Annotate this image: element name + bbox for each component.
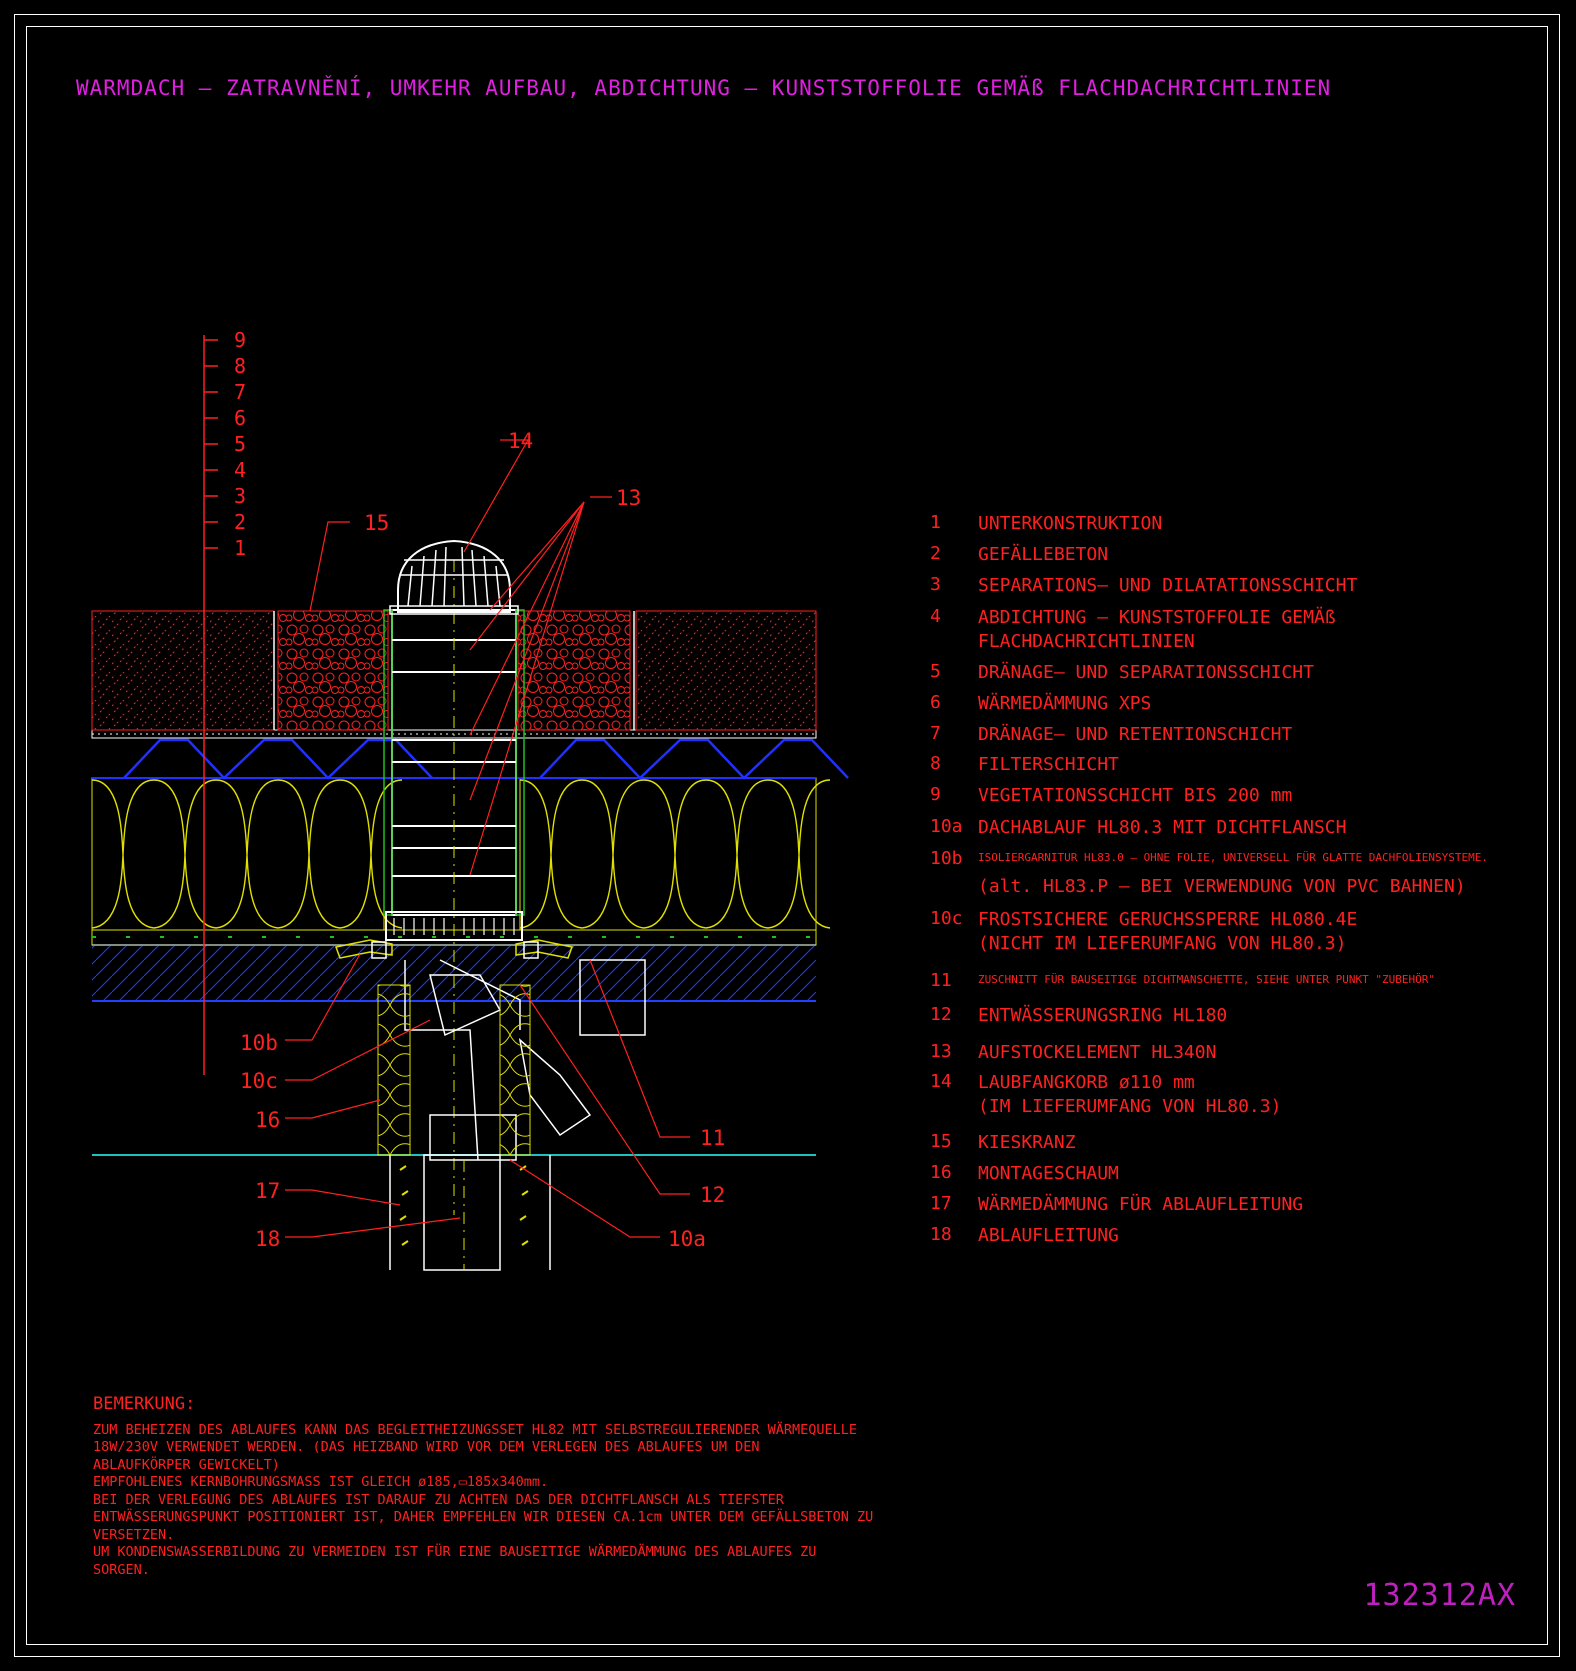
callout-10a: 10a [668, 1227, 706, 1251]
drain-pipe [424, 1155, 500, 1270]
remarks-section [93, 1396, 933, 1579]
layer-scale-label: 4 [234, 458, 247, 482]
legend-number: 15 [930, 1131, 952, 1152]
drawing-number: 132312AX [1363, 1578, 1516, 1613]
legend-number: 10c [930, 908, 963, 929]
legend-item [930, 723, 1292, 747]
callout-17: 17 [255, 1179, 281, 1203]
xps-insulation-left [92, 778, 384, 930]
legend-item [930, 1131, 1076, 1155]
legend-item [930, 784, 1292, 808]
legend-number: 2 [930, 543, 941, 564]
callout-12: 12 [700, 1183, 726, 1207]
layer-scale-label: 3 [234, 484, 247, 508]
legend-item [930, 1071, 1281, 1119]
layer-scale-label: 5 [234, 432, 247, 456]
legend-item [930, 970, 1435, 991]
xps-insulation-hatch [92, 780, 830, 928]
callout-16: 16 [255, 1108, 281, 1132]
legend-number: 1 [930, 512, 941, 533]
legend-label: WÄRMEDÄMMUNG FÜR ABLAUFLEITUNG [978, 1194, 1304, 1215]
legend-number: 6 [930, 692, 941, 713]
gravel-ring-left [278, 611, 388, 730]
legend-item [930, 753, 1119, 777]
legend-item [930, 1004, 1227, 1028]
legend-label: AUFSTOCKELEMENT HL340N [978, 1042, 1217, 1063]
vegetation-layer-left [92, 611, 274, 730]
legend-number: 5 [930, 661, 941, 682]
legend-item [930, 908, 1357, 956]
legend-item [930, 574, 1357, 598]
gravel-ring-right [518, 611, 630, 730]
callout-18: 18 [255, 1227, 281, 1251]
legend-label: SEPARATIONS– UND DILATATIONSSCHICHT [978, 575, 1358, 596]
layer-scale-label: 7 [234, 380, 247, 404]
vegetation-layer-right [636, 611, 816, 730]
legend-number: 4 [930, 606, 941, 627]
legend-label: ABLAUFLEITUNG [978, 1225, 1119, 1246]
legend-number: 17 [930, 1193, 952, 1214]
legend-label: ISOLIERGARNITUR HL83.0 – OHNE FOLIE, UNIVERSELL FÜR GLATTE DACHFOLIENSYSTEME. [978, 851, 1488, 864]
legend-item [930, 1224, 1119, 1248]
legend-number: 11 [930, 970, 952, 991]
legend-label: DACHABLAUF HL80.3 MIT DICHTFLANSCH [978, 817, 1347, 838]
callout-11: 11 [700, 1126, 726, 1150]
legend-item [930, 1041, 1216, 1065]
layer-scale-label: 2 [234, 510, 247, 534]
legend-number: 10b [930, 848, 963, 869]
legend-label: ZUSCHNITT FÜR BAUSEITIGE DICHTMANSCHETTE, SIEHE UNTER PUNKT "ZUBEHÖR" [978, 973, 1435, 986]
callout-10b: 10b [240, 1031, 278, 1055]
legend-number: 18 [930, 1224, 952, 1245]
layer-scale-label: 6 [234, 406, 247, 430]
legend-item [930, 661, 1314, 685]
legend-number: 16 [930, 1162, 952, 1183]
legend-number: 13 [930, 1041, 952, 1062]
legend-number: 9 [930, 784, 941, 805]
leaf-guard-basket [390, 541, 518, 614]
legend-number: 14 [930, 1071, 952, 1092]
legend-label: ENTWÄSSERUNGSRING HL180 [978, 1005, 1228, 1026]
pipe-insulation [390, 1155, 550, 1270]
legend-label-continuation: (alt. HL83.P – BEI VERWENDUNG VON PVC BAHNEN) [978, 876, 1466, 897]
callout-10c: 10c [240, 1069, 278, 1093]
legend-item [930, 512, 1162, 536]
legend-label: UNTERKONSTRUKTION [978, 513, 1163, 534]
legend-item [930, 816, 1346, 840]
legend-label: KIESKRANZ [978, 1132, 1076, 1153]
legend-label: DRÄNAGE– UND SEPARATIONSSCHICHT [978, 662, 1314, 683]
legend-item [930, 692, 1151, 716]
callout-15: 15 [364, 511, 390, 535]
layer-scale-label: 1 [234, 536, 247, 560]
legend-label: VEGETATIONSSCHICHT BIS 200 mm [978, 785, 1293, 806]
legend-item [930, 543, 1108, 567]
legend-label: LAUBFANGKORB ø110 mm (IM LIEFERUMFANG VON HL80.3) [978, 1072, 1282, 1117]
remarks-title: BEMERKUNG: [93, 1394, 196, 1414]
legend-number: 7 [930, 723, 941, 744]
legend-number: 10a [930, 816, 963, 837]
legend-label: ABDICHTUNG – KUNSTSTOFFOLIE GEMÄß FLACHDACHRICHTLINIEN [978, 607, 1336, 652]
callout-13: 13 [616, 486, 642, 510]
callout-14: 14 [508, 429, 534, 453]
legend-number: 8 [930, 753, 941, 774]
legend-item [930, 1193, 1303, 1217]
layer-scale-label: 8 [234, 354, 247, 378]
legend-item [930, 1162, 1119, 1186]
legend-item [930, 848, 1488, 869]
legend-label: WÄRMEDÄMMUNG XPS [978, 693, 1152, 714]
legend-label: FROSTSICHERE GERUCHSSPERRE HL080.4E (NICHT IM LIEFERUMFANG VON HL80.3) [978, 909, 1358, 954]
remarks-text: ZUM BEHEIZEN DES ABLAUFES KANN DAS BEGLEITHEIZUNGSSET HL82 MIT SELBSTREGULIERENDER WÄRMEQUELLE 18W/230V VERWENDET WERDEN. (DAS HEIZBAND WIRD VOR DEM VERLEGEN DES ABLAUFES UM DEN ABLAUFKÖRPER GEWICKELT) EMPFOHLENES KERNBOHRUNGSMASS IST GLEICH ø185,▭185x340mm. BEI DER VERLEGUNG DES ABLAUFES IST DARAUF ZU ACHTEN DAS DER DICHTFLANSCH ALS TIEFSTER ENTWÄSSERUNGSPUNKT POSITIONIERT IST, DAHER EMPFEHLEN WIR DIESEN CA.1cm UNTER DEM GEFÄLLSBETON ZU VERSETZEN. UM KONDENSWASSERBILDUNG ZU VERMEIDEN IST FÜR EINE BAUSEITIGE WÄRMEDÄMMUNG DES ABLAUFES ZU SORGEN. [93, 1421, 874, 1578]
legend-number: 3 [930, 574, 941, 595]
legend-item [930, 606, 1336, 654]
legend-label: GEFÄLLEBETON [978, 544, 1109, 565]
legend-number: 12 [930, 1004, 952, 1025]
layer-scale-label: 9 [234, 328, 247, 352]
legend-label: MONTAGESCHAUM [978, 1163, 1119, 1184]
xps-insulation-right [520, 778, 816, 930]
legend-label: DRÄNAGE– UND RETENTIONSCHICHT [978, 724, 1293, 745]
drawing-title: WARMDACH – ZATRAVNĚNÍ, UMKEHR AUFBAU, ABDICHTUNG – KUNSTSTOFFOLIE GEMÄß FLACHDACHRICHTLINIEN [76, 76, 1332, 100]
legend-label: FILTERSCHICHT [978, 754, 1119, 775]
